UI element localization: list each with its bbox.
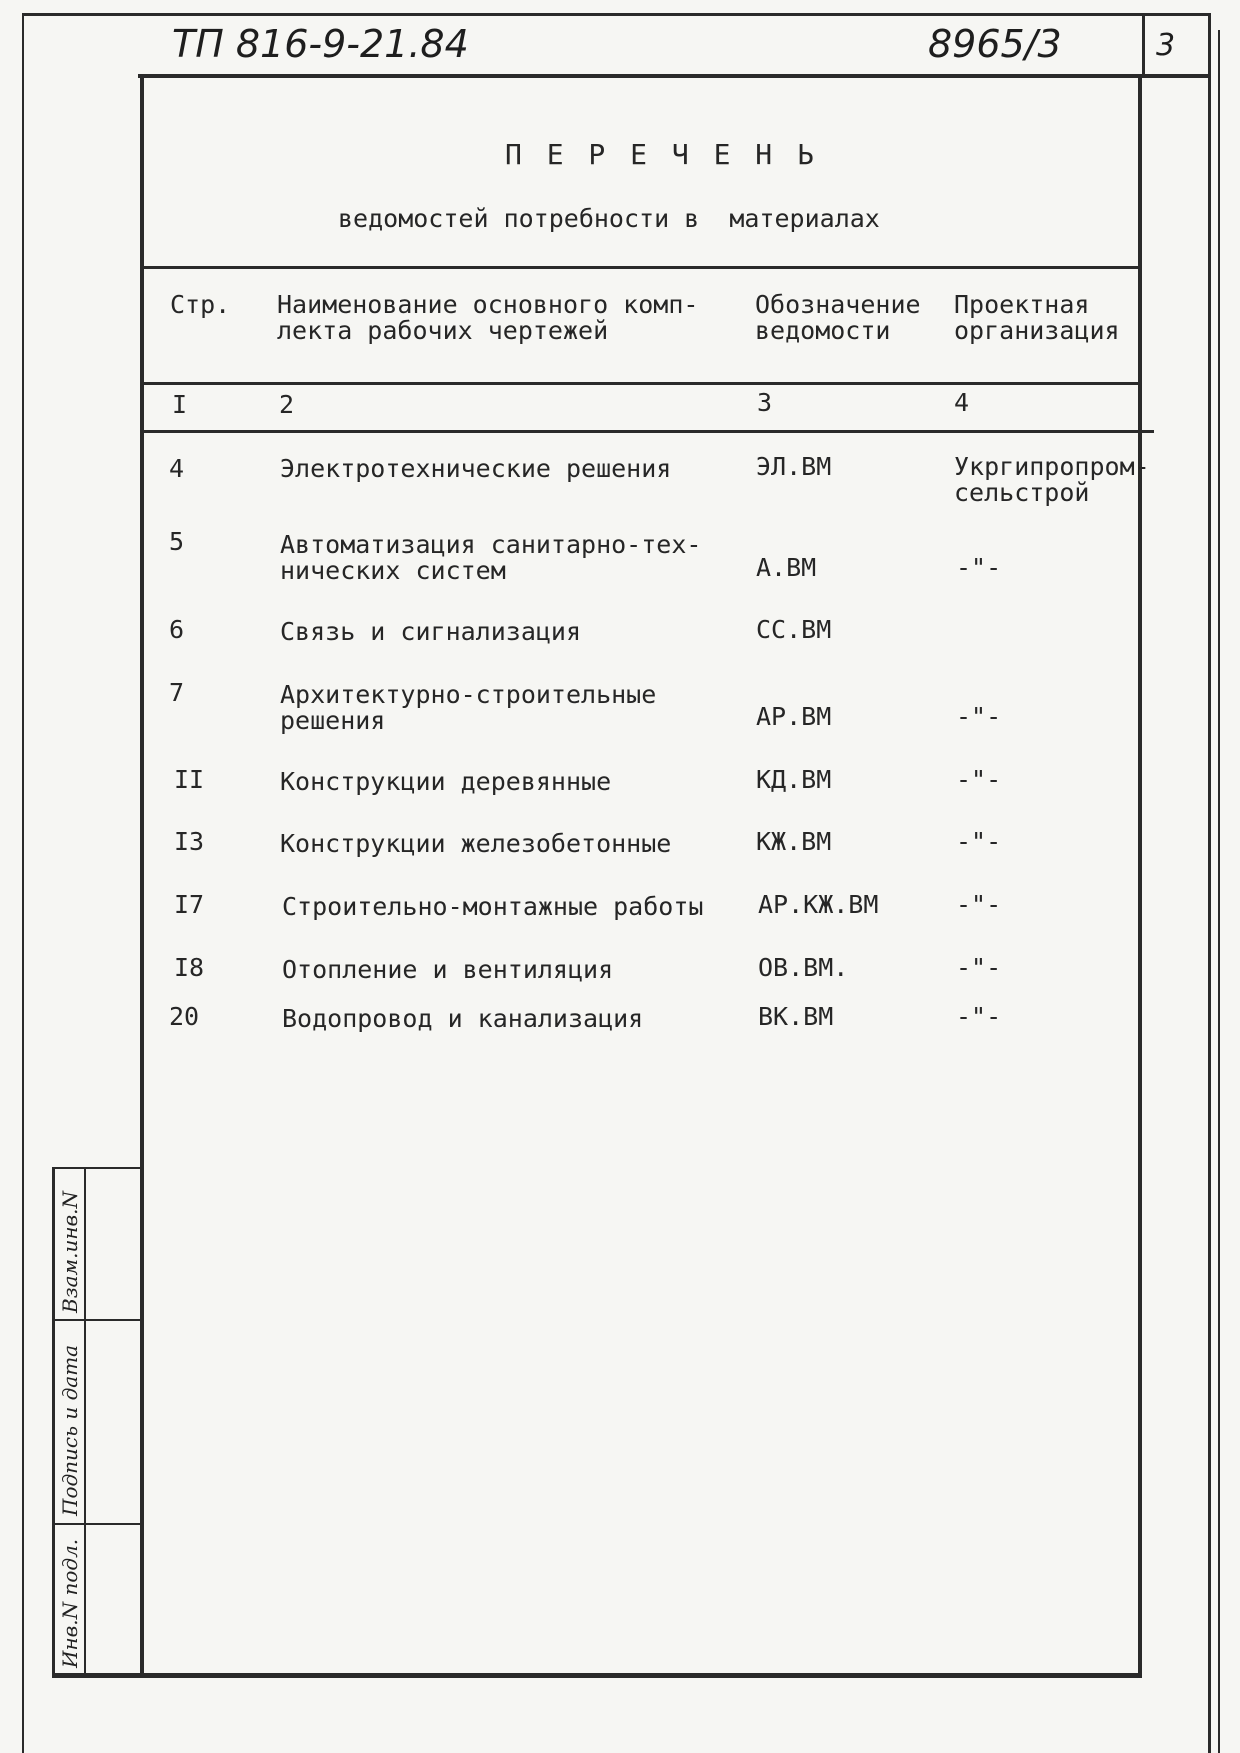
frame-right-outer-line	[1208, 13, 1211, 1753]
row-name: Конструкции деревянные	[280, 767, 612, 796]
row-name: Водопровод и канализация	[282, 1004, 644, 1033]
header-code: Обозначение ведомости	[755, 290, 921, 345]
row-page: 4	[169, 454, 185, 483]
sheet-box-left-line	[1142, 14, 1145, 76]
stamp-label-inv-original: Инв.N подл.	[58, 1538, 82, 1668]
col-number-3: 3	[757, 388, 773, 417]
row-organization: -"-	[956, 1002, 1002, 1031]
row-organization: -"-	[956, 553, 1002, 582]
stamp-label-sign-date: Подпись и дата	[58, 1344, 82, 1516]
row-name: Конструкции железобетонные	[280, 829, 672, 858]
row-organization: -"-	[956, 765, 1002, 794]
row-code: ЭЛ.ВМ	[756, 452, 832, 481]
row-code: АР.КЖ.ВМ	[758, 890, 879, 919]
sheet-number: 3	[1156, 28, 1176, 63]
row-organization: -"-	[956, 890, 1002, 919]
row-name: Электротехнические решения	[280, 454, 672, 483]
frame-right-inner-line	[1218, 30, 1220, 1753]
row-page: I3	[174, 827, 205, 856]
row-name: Архитектурно-строительные решения	[280, 680, 657, 735]
archive-number: 8965/3	[928, 22, 1062, 66]
row-code: ВК.ВМ	[758, 1002, 834, 1031]
row-name: Связь и сигнализация	[280, 617, 582, 646]
stamp-divider-1	[52, 1319, 142, 1321]
table-top-line	[142, 266, 1140, 269]
page-subtitle: ведомостей потребности в материалах	[338, 204, 880, 233]
header-organization: Проектная организация	[954, 290, 1120, 345]
row-name: Строительно-монтажные работы	[282, 892, 704, 921]
frame-top-line	[22, 13, 1210, 16]
stamp-divider-2	[52, 1523, 142, 1525]
row-page: 5	[169, 527, 185, 556]
page-title: П Е Р Е Ч Е Н Ь	[505, 138, 818, 171]
col-number-2: 2	[279, 390, 295, 419]
stamp-mid-line	[84, 1167, 86, 1677]
stamp-label-inv-replaced: Взам.инв.N	[58, 1190, 82, 1313]
frame-left-line	[22, 13, 24, 1753]
row-page: 7	[169, 678, 185, 707]
row-organization: -"-	[956, 702, 1002, 731]
header-name: Наименование основного комп- лекта рабочих чертежей	[277, 290, 699, 345]
row-page: I7	[174, 890, 205, 919]
row-page: 6	[169, 615, 185, 644]
stamp-left-line	[52, 1167, 55, 1677]
content-right-line	[1138, 76, 1142, 1677]
col-number-4: 4	[954, 388, 970, 417]
row-organization: -"-	[956, 953, 1002, 982]
content-left-line	[140, 76, 144, 1677]
row-organization: Укргипропром- сельстрой	[954, 452, 1150, 507]
row-code: А.ВМ	[756, 553, 817, 582]
col-number-1: I	[172, 390, 188, 419]
row-code: АР.ВМ	[756, 702, 832, 731]
row-page: II	[174, 765, 205, 794]
row-organization: -"-	[956, 827, 1002, 856]
row-code: КЖ.ВМ	[756, 827, 832, 856]
row-code: КД.ВМ	[756, 765, 832, 794]
row-page: I8	[174, 953, 205, 982]
header-bottom-line	[138, 74, 1208, 78]
header-page: Стр.	[170, 290, 231, 319]
content-bottom-line	[52, 1673, 1142, 1678]
row-code: ОВ.ВМ.	[758, 953, 849, 982]
row-name: Отопление и вентиляция	[282, 955, 614, 984]
table-numbers-bottom-line	[142, 430, 1154, 433]
row-name: Автоматизация санитарно-тех- нических систем	[280, 530, 702, 585]
row-page: 20	[169, 1002, 200, 1031]
document-code: ТП 816-9-21.84	[172, 22, 469, 66]
stamp-top-line	[52, 1167, 142, 1169]
row-code: СС.ВМ	[756, 615, 832, 644]
table-header-bottom-line	[142, 382, 1140, 385]
